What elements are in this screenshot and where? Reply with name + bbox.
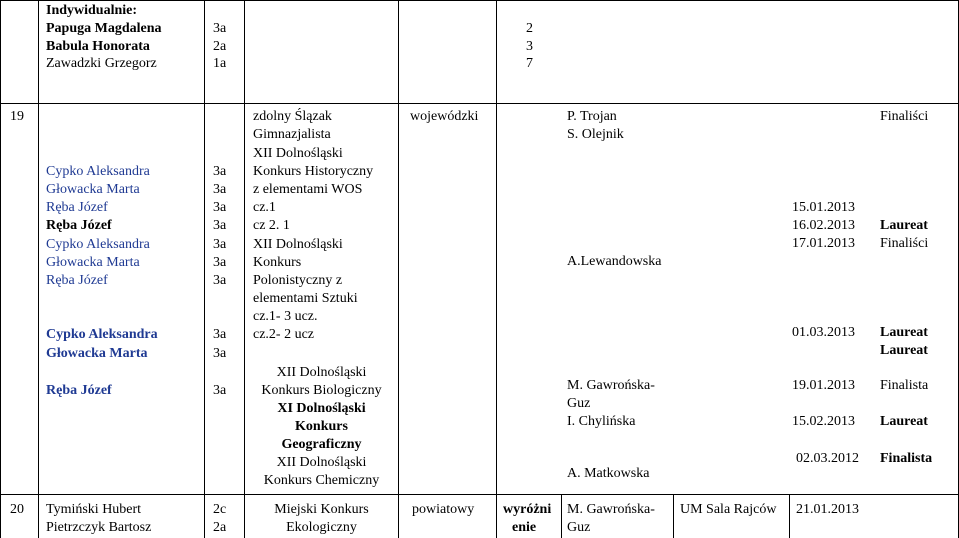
row19-date-3: 19.01.2013 [792, 378, 855, 393]
top-rank-2: 3 [526, 39, 533, 54]
row20-name-2: Pietrzczyk Bartosz [46, 520, 152, 535]
row19-contest-4-line-1: XI Dolnośląski [277, 401, 366, 416]
grid-line-venue [789, 494, 790, 538]
row19-g3-class-3: 3a [213, 273, 227, 288]
row19-contest-1-line-5: z elementami WOS [253, 182, 363, 197]
row19-contest-3-line-2: Konkurs Biologiczny [261, 383, 382, 398]
top-class-3: 1a [213, 56, 227, 71]
grid-line-top [0, 0, 959, 1]
row19-contest-5-line-2: Konkurs Chemiczny [263, 473, 380, 488]
grid-line-level [496, 0, 497, 538]
top-name-2: Babula Honorata [46, 39, 150, 54]
row19-l5-class: 3a [213, 383, 227, 398]
grid-line-row20-top [0, 494, 959, 495]
row19-result-4b: Laureat [880, 343, 928, 358]
row20-contest-1: Miejski Konkurs [274, 502, 369, 517]
row20-class-1: 2c [213, 502, 227, 517]
grid-line-row19-top [0, 103, 959, 104]
row20-contest-2: Ekologiczny [286, 520, 357, 535]
row19-g1-class-2: 3a [213, 182, 227, 197]
row19-teacher-1a: P. Trojan [567, 109, 617, 124]
top-name-1: Papuga Magdalena [46, 21, 162, 36]
row19-contest-part2: cz 2. 1 [253, 218, 290, 233]
row19-contest-4-line-3: Geograficzny [281, 437, 362, 452]
row19-g3-name-1: Cypko Aleksandra [46, 237, 150, 252]
row20-teacher-2: Guz [567, 520, 591, 535]
row19-g3-class-2: 3a [213, 255, 227, 270]
grid-line-teacher [673, 494, 674, 538]
row19-contest-1-line-6: cz.1 [253, 200, 276, 215]
row19-contest-1-line-4: Konkurs Historyczny [253, 164, 374, 179]
grid-line-contest [398, 0, 399, 538]
row19-contest-4-line-2: Konkurs [295, 419, 348, 434]
row19-result-6: Laureat [880, 414, 928, 429]
row19-teacher-2: A.Lewandowska [567, 254, 662, 269]
top-name-3: Zawadzki Grzegorz [46, 56, 157, 71]
row19-result-2: Laureat [880, 218, 928, 233]
row20-date: 21.01.2013 [796, 502, 859, 517]
top-rank-3: 7 [526, 56, 533, 71]
row19-g3-name-2: Głowacka Marta [46, 255, 140, 270]
row19-teacher-3a: M. Gawrońska- [567, 378, 655, 393]
row19-date-1b: 16.02.2013 [792, 218, 855, 233]
row19-teacher-3c: I. Chylińska [567, 414, 636, 429]
row19-contest-2-line-5: cz.1- 3 ucz. [253, 309, 318, 324]
row19-contest-1-line-2: Gimnazjalista [253, 127, 331, 142]
row19-contest-5-line-1: XII Dolnośląski [276, 455, 367, 470]
row19-g1-class-3: 3a [213, 200, 227, 215]
row19-g1-class-1: 3a [213, 164, 227, 179]
row19-date-4: 15.02.2013 [792, 414, 855, 429]
row20-class-2: 2a [213, 520, 227, 535]
row19-contest-1-line-1: zdolny Ślązak [253, 109, 332, 124]
row19-contest-2-line-6: cz.2- 2 ucz [253, 327, 315, 342]
row19-result-7: Finalista [880, 451, 933, 466]
row19-g4-name-2: Głowacka Marta [46, 346, 148, 361]
row19-g1-name-1: Cypko Aleksandra [46, 164, 150, 179]
row19-date-2: 01.03.2013 [792, 325, 855, 340]
row20-result-2: enie [512, 520, 537, 535]
row19-l5-name: Ręba Józef [46, 383, 112, 398]
row20-level: powiatowy [412, 502, 475, 517]
row19-result-3: Finaliści [880, 236, 929, 251]
row19-number: 19 [10, 109, 24, 124]
row19-g1-name-2: Głowacka Marta [46, 182, 140, 197]
row19-teacher-4: A. Matkowska [567, 466, 650, 481]
row19-g4-class-2: 3a [213, 346, 227, 361]
row19-date-5: 02.03.2012 [796, 451, 859, 466]
row19-l2-name: Ręba Józef [46, 218, 112, 233]
row19-contest-2-line-1: XII Dolnośląski [253, 237, 343, 252]
row19-contest-1-line-3: XII Dolnośląski [253, 146, 343, 161]
row20-result-1: wyróżni [503, 502, 552, 517]
top-class-1: 3a [213, 21, 227, 36]
section-heading: Indywidualnie: [46, 3, 138, 18]
top-class-2: 2a [213, 39, 227, 54]
row19-date-1a: 15.01.2013 [792, 200, 855, 215]
grid-line-result-col [561, 494, 562, 538]
row19-l2-class: 3a [213, 218, 227, 233]
row20-name-1: Tymiński Hubert [46, 502, 142, 517]
row19-contest-2-line-2: Konkurs [253, 255, 302, 270]
row19-teacher-1b: S. Olejnik [567, 127, 624, 142]
row19-result-5: Finalista [880, 378, 929, 393]
row19-teacher-3b: Guz [567, 396, 591, 411]
top-rank-1: 2 [526, 21, 533, 36]
row19-result-1: Finaliści [880, 109, 929, 124]
row19-g3-class-1: 3a [213, 237, 227, 252]
grid-line-name [204, 0, 205, 538]
row19-contest-2-line-4: elementami Sztuki [253, 291, 358, 306]
row19-g1-name-3: Ręba Józef [46, 200, 108, 215]
grid-line-num [38, 0, 39, 538]
row19-date-1c: 17.01.2013 [792, 236, 855, 251]
row20-teacher-1: M. Gawrońska- [567, 502, 655, 517]
row19-level: wojewódzki [410, 109, 479, 124]
row19-result-4a: Laureat [880, 325, 928, 340]
row19-g4-name-1: Cypko Aleksandra [46, 327, 158, 342]
row19-contest-3-line-1: XII Dolnośląski [276, 365, 367, 380]
row19-contest-2-line-3: Polonistyczny z [253, 273, 343, 288]
grid-line-left [0, 0, 1, 538]
row20-venue: UM Sala Rajców [680, 502, 777, 517]
row20-number: 20 [10, 502, 24, 517]
row19-g3-name-3: Ręba Józef [46, 273, 108, 288]
row19-g4-class-1: 3a [213, 327, 227, 342]
